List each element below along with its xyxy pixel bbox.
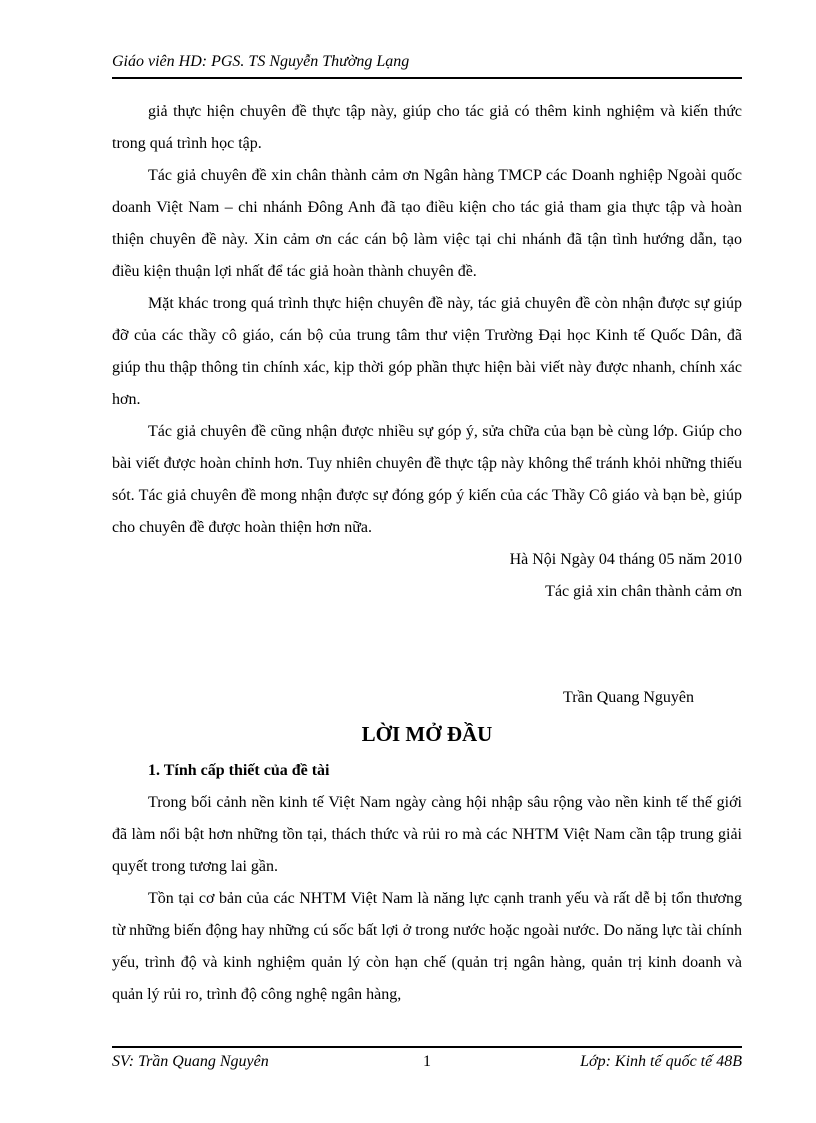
section-subheading: 1. Tính cấp thiết của đề tài (148, 762, 330, 779)
document-body (112, 96, 742, 608)
section-title: LỜI MỞ ĐẦU (361, 722, 493, 746)
paragraph-thanks-bank: Tác giả chuyên đề xin chân thành cảm ơn Ngân hàng TMCP các Doanh nghiệp Ngoài quốc doanh Việt Nam – chi nhánh Đông Anh đã tạo điều kiện cho tác giả tham gia thực tập và hoàn thiện chuyên đề này. Xin cảm ơn các cán bộ làm việc tại chi nhánh đã tận tình hướng dẫn, tạo điều kiện thuận lợi nhất để tác giả hoàn thành chuyên đề. (112, 167, 742, 280)
footer-divider (112, 1046, 742, 1048)
paragraph-challenges: Tồn tại cơ bản của các NHTM Việt Nam là năng lực cạnh tranh yếu và rất dễ bị tổn thương từ những biến động hay những cú sốc bất lợi ở trong nước hoặc ngoài nước. Do năng lực tài chính yếu, trình độ và kinh nghiệm quản lý còn hạn chế (quản trị ngân hàng, quản trị kinh doanh và quản lý rủi ro, trình độ công nghệ ngân hàng, (112, 890, 742, 1003)
footer-class: Lớp: Kinh tế quốc tế 48B (580, 1053, 742, 1070)
paragraph-thanks-teachers: Mặt khác trong quá trình thực hiện chuyên đề này, tác giả chuyên đề còn nhận được sự giúp đỡ của các thầy cô giáo, cán bộ của trung tâm thư viện Trường Đại học Kinh tế Quốc Dân, đã giúp thu thập thông tin chính xác, kịp thời góp phần thực hiện bài viết này được nhanh, chính xác hơn. (112, 295, 742, 408)
thanks-line: Tác giả xin chân thành cảm ơn (545, 583, 742, 600)
author-signature: Trần Quang Nguyên (563, 689, 694, 706)
paragraph-context: Trong bối cảnh nền kinh tế Việt Nam ngày càng hội nhập sâu rộng vào nền kinh tế thế giới đã làm nổi bật hơn những tồn tại, thách thức và rủi ro mà các NHTM Việt Nam cần tập trung giải quyết trong tương lai gần. (112, 794, 742, 875)
header-text: Giáo viên HD: PGS. TS Nguyễn Thường Lạng (112, 53, 410, 70)
footer-student: SV: Trần Quang Nguyên (112, 1053, 269, 1070)
date-line: Hà Nội Ngày 04 tháng 05 năm 2010 (509, 551, 742, 568)
page-header (112, 50, 742, 79)
paragraph-continuation: giả thực hiện chuyên đề thực tập này, giúp cho tác giả có thêm kinh nghiệm và kiến thức trong quá trình học tập. (112, 103, 742, 152)
page-number: 1 (423, 1053, 431, 1070)
introduction-body (112, 755, 742, 1011)
page-footer (112, 1049, 742, 1075)
paragraph-thanks-friends: Tác giả chuyên đề cũng nhận được nhiều sự góp ý, sửa chữa của bạn bè cùng lớp. Giúp cho bài viết được hoàn chỉnh hơn. Tuy nhiên chuyên đề thực tập này không thể tránh khỏi những thiếu sót. Tác giả chuyên đề mong nhận được sự đóng góp ý kiến của các Thầy Cô giáo và bạn bè, giúp cho chuyên đề được hoàn thiện hơn nữa. (112, 423, 742, 536)
